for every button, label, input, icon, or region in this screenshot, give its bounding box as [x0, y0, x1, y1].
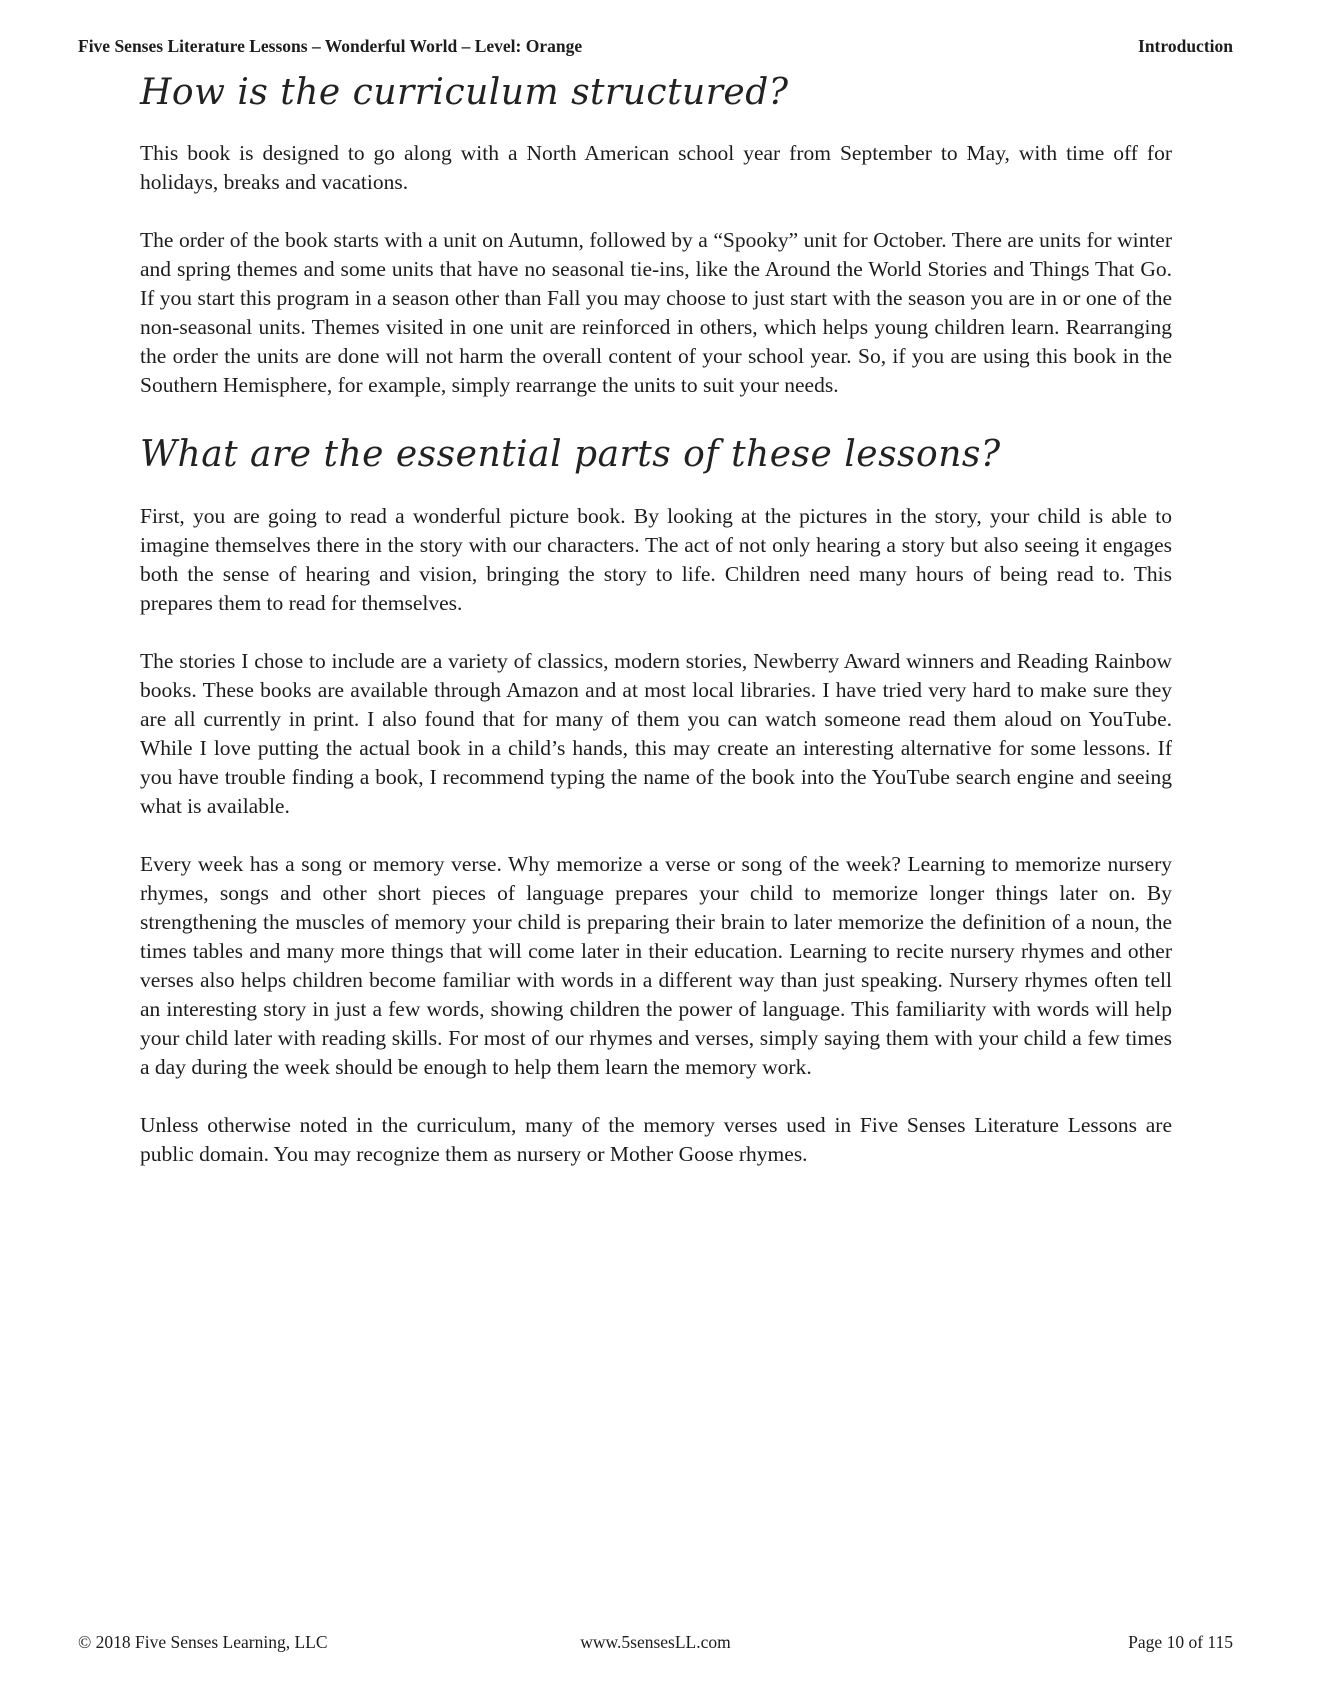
section-heading-curriculum-structure: How is the curriculum structured? — [140, 72, 789, 113]
paragraph: This book is designed to go along with a North American school year from September to May, with time off for holidays, breaks and vacations. — [140, 141, 1172, 195]
paragraph: The stories I chose to include are a variety of classics, modern stories, Newberry Award winners and Reading Rainbow books. These books are available through Amazon and at most local libraries. I have tried very hard to make sure they are all currently in print. I also found that for many of them you can watch someone read them aloud on YouTube. While I love putting the actual book in a child’s hands, this may create an interesting alternative for some lessons. If you have trouble finding a book, I recommend typing the name of the book into the YouTube search engine and seeing what is available. — [140, 648, 1172, 818]
paragraph: Unless otherwise noted in the curriculum, many of the memory verses used in Five Senses Literature Lessons are public domain. You may recognize them as nursery or Mother Goose rhymes. — [140, 1112, 1172, 1166]
footer-page-number: Page 10 of 115 — [1128, 1632, 1233, 1652]
paragraph: First, you are going to read a wonderful picture book. By looking at the pictures in the story, your child is able to imagine themselves there in the story with our characters. The act of not only hearing a story but also seeing it engages both the sense of hearing and vision, bringing the story to life. Children need many hours of being read to. This prepares them to read for themselves. — [140, 503, 1172, 615]
header-book-title: Five Senses Literature Lessons – Wonderful World – Level: Orange — [78, 36, 583, 56]
footer-website: www.5sensesLL.com — [580, 1632, 731, 1652]
section-heading-essential-parts: What are the essential parts of these lessons? — [140, 434, 1001, 476]
header-chapter-label: Introduction — [1138, 36, 1233, 56]
paragraph: Every week has a song or memory verse. Why memorize a verse or song of the week? Learning to memorize nursery rhymes, songs and other short pieces of language prepares your child to memorize longer things later on. By strengthening the muscles of memory your child is preparing their brain to later memorize the definition of a noun, the times tables and many more things that will come later in their education. Learning to recite nursery rhymes and other verses also helps children become familiar with words in a different way than just speaking. Nursery rhymes often tell an interesting story in just a few words, showing children the power of language. This familiarity with words will help your child later with reading skills. For most of our rhymes and verses, simply saying them with your child a few times a day during the week should be enough to help them learn the memory work. — [140, 851, 1172, 1079]
paragraph: The order of the book starts with a unit on Autumn, followed by a “Spooky” unit for October. There are units for winter and spring themes and some units that have no seasonal tie-ins, like the Around the World Stories and Things That Go. If you start this program in a season other than Fall you may choose to just start with the season you are in or one of the non-seasonal units. Themes visited in one unit are reinforced in others, which helps young children learn. Rearranging the order the units are done will not harm the overall content of your school year. So, if you are using this book in the Southern Hemisphere, for example, simply rearrange the units to suit your needs. — [140, 228, 1172, 398]
footer-copyright: © 2018 Five Senses Learning, LLC — [78, 1632, 328, 1652]
page-header — [78, 36, 1233, 57]
page-body — [140, 60, 1172, 1169]
page-footer — [78, 1632, 1233, 1653]
